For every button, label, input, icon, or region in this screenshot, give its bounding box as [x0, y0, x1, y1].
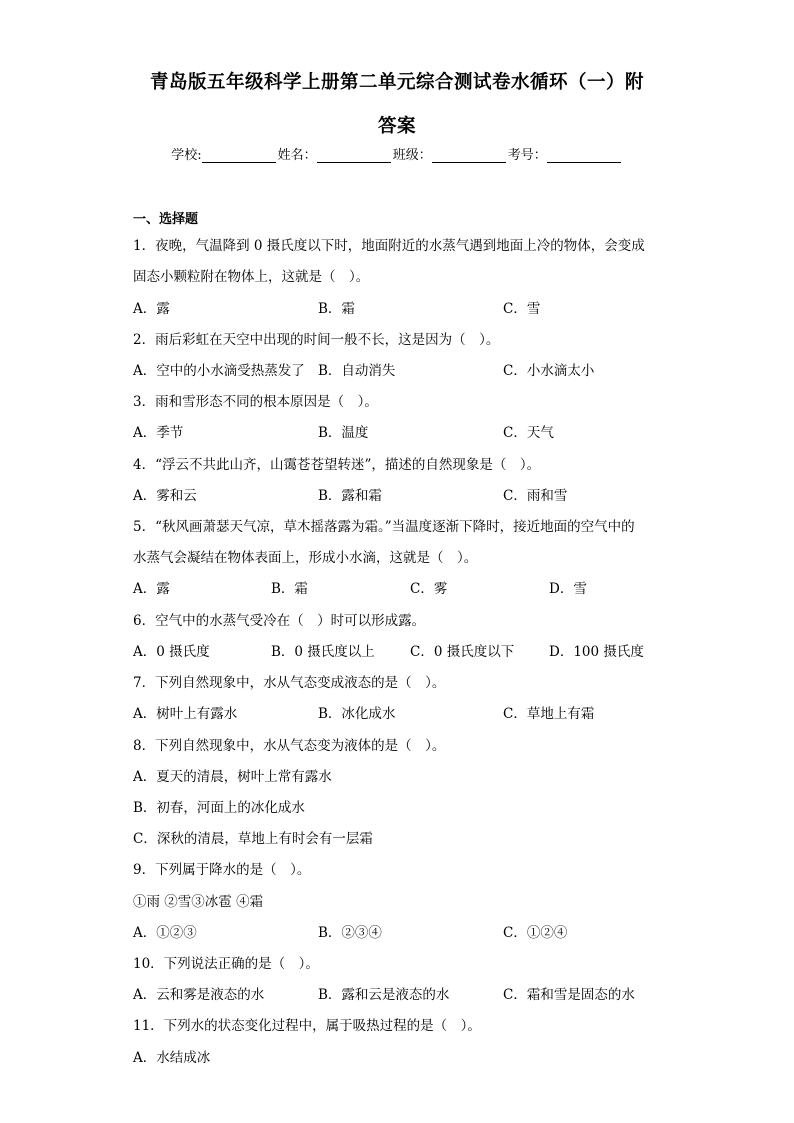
q1-option-a[interactable]: A．露	[133, 301, 170, 317]
q5-option-b[interactable]: B．霜	[271, 581, 308, 597]
q2-option-a[interactable]: A．空中的小水滴受热蒸发了	[133, 363, 305, 379]
question-11-line-1: 11．下列水的状态变化过程中，属于吸热过程的是（ ）。	[133, 1018, 481, 1034]
q8-option-a[interactable]: A．夏天的清晨，树叶上常有露水	[133, 769, 332, 785]
question-1-line-2: 固态小颗粒附在物体上，这就是（ ）。	[133, 269, 370, 285]
q9-option-c[interactable]: C．①②④	[503, 925, 568, 941]
q10-option-b[interactable]: B．露和云是液态的水	[318, 987, 450, 1003]
question-6-line-1: 6．空气中的水蒸气受冷在（ ）时可以形成露。	[133, 613, 426, 629]
q4-option-b[interactable]: B．露和霜	[318, 488, 382, 504]
question-7-line-1: 7．下列自然现象中，水从气态变成液态的是（ ）。	[133, 675, 446, 691]
q11-option-a[interactable]: A．水结成冰	[133, 1050, 211, 1066]
question-1-line-1: 1．夜晚，气温降到 0 摄氏度以下时，地面附近的水蒸气遇到地面上冷的物体，会变成	[133, 238, 645, 254]
q6-option-b[interactable]: B．0 摄氏度以上	[271, 644, 375, 660]
question-3-line-1: 3．雨和雪形态不同的根本原因是（ ）。	[133, 394, 378, 410]
question-5-line-1: 5．“秋风画萧瑟天气凉，草木摇落露为霜。”当温度逐渐下降时，接近地面的空气中的	[133, 519, 635, 535]
q8-option-c[interactable]: C．深秋的清晨，草地上有时会有一层霜	[133, 831, 373, 847]
question-2-line-1: 2．雨后彩虹在天空中出现的时间一般不长，这是因为（ ）。	[133, 332, 500, 348]
q7-option-a[interactable]: A．树叶上有露水	[133, 706, 238, 722]
q2-option-b[interactable]: B．自动消失	[318, 363, 396, 379]
q7-option-c[interactable]: C．草地上有霜	[503, 706, 595, 722]
q4-option-a[interactable]: A．雾和云	[133, 488, 197, 504]
page-title-line-2: 答案	[377, 116, 416, 137]
question-9-line-1: 9．下列属于降水的是（ ）。	[133, 862, 311, 878]
page-title-line-1: 青岛版五年级科学上册第二单元综合测试卷水循环（一）附	[149, 72, 644, 93]
q3-option-c[interactable]: C．天气	[503, 425, 554, 441]
name-field[interactable]: 姓名：	[278, 144, 393, 163]
q2-option-c[interactable]: C．小水滴太小	[503, 363, 595, 379]
q9-option-a[interactable]: A．①②③	[133, 925, 197, 941]
q6-option-c[interactable]: C．0 摄氏度以下	[410, 644, 515, 660]
q3-option-b[interactable]: B．温度	[318, 425, 369, 441]
q5-option-d[interactable]: D．雪	[549, 581, 587, 597]
q10-option-a[interactable]: A．云和雾是液态的水	[133, 987, 265, 1003]
question-9-line-2: ①雨 ②雪③冰雹 ④霜	[133, 894, 264, 910]
q5-option-a[interactable]: A．露	[133, 581, 170, 597]
question-4-line-1: 4．“浮云不共此山齐，山霭苍苍望转迷”，描述的自然现象是（ ）。	[133, 457, 541, 473]
q6-option-a[interactable]: A．0 摄氏度	[133, 644, 210, 660]
school-field[interactable]: 学校:	[171, 144, 277, 163]
question-8-line-1: 8．下列自然现象中，水从气态变为液体的是（ ）。	[133, 738, 446, 754]
exam-number-field[interactable]: 考号：	[508, 144, 623, 163]
section-title: 一、选择题	[133, 212, 199, 227]
q9-option-b[interactable]: B．②③④	[318, 925, 382, 941]
q5-option-c[interactable]: C．雾	[410, 581, 448, 597]
q1-option-c[interactable]: C．雪	[503, 301, 541, 317]
student-info-bar	[0, 144, 794, 163]
q4-option-c[interactable]: C．雨和雪	[503, 488, 568, 504]
q3-option-a[interactable]: A．季节	[133, 425, 184, 441]
class-field[interactable]: 班级：	[393, 144, 508, 163]
q1-option-b[interactable]: B．霜	[318, 301, 355, 317]
q10-option-c[interactable]: C．霜和雪是固态的水	[503, 987, 635, 1003]
q7-option-b[interactable]: B．冰化成水	[318, 706, 396, 722]
question-5-line-2: 水蒸气会凝结在物体表面上，形成小水滴，这就是（ ）。	[133, 550, 478, 566]
q8-option-b[interactable]: B．初春，河面上的冰化成水	[133, 800, 305, 816]
q6-option-d[interactable]: D．100 摄氏度	[549, 644, 644, 660]
question-10-line-1: 10．下列说法正确的是（ ）。	[133, 956, 319, 972]
